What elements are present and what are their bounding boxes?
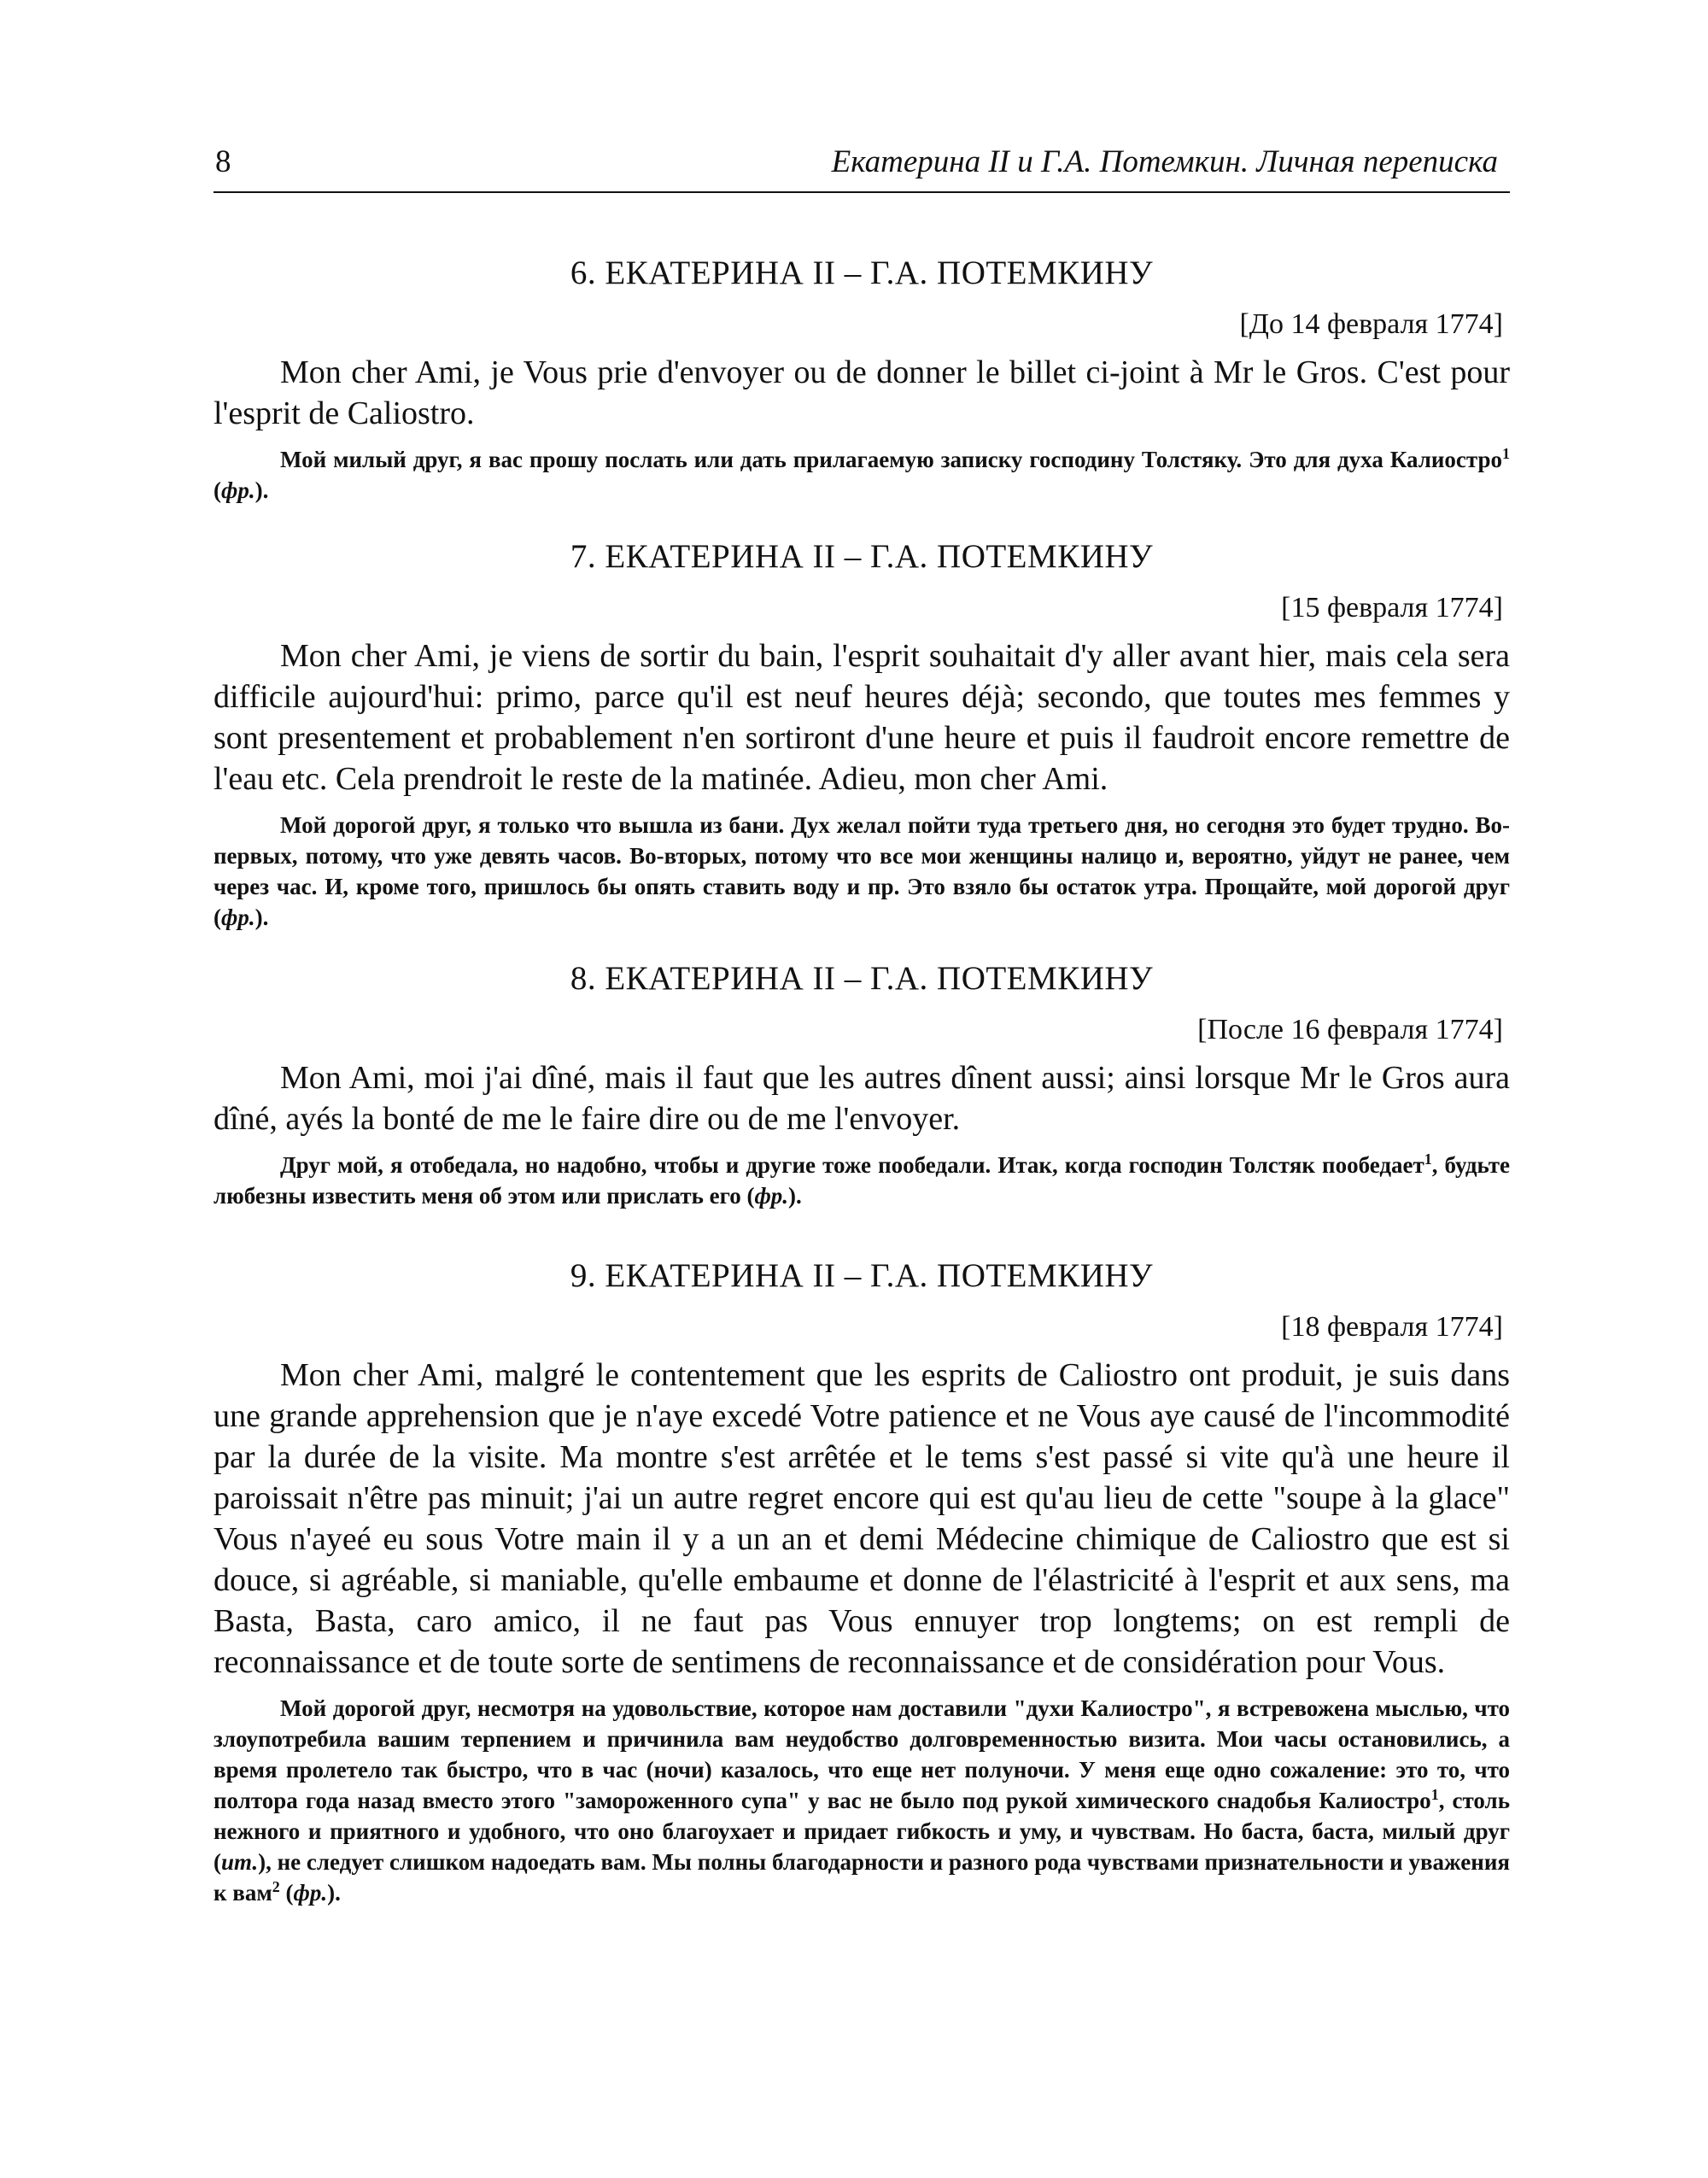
letter-date: [15 февраля 1774]	[1281, 592, 1503, 624]
letter-translation	[214, 1150, 1510, 1211]
letter-title: 6. ЕКАТЕРИНА II – Г.А. ПОТЕМКИНУ	[570, 255, 1154, 291]
letter-date: [18 февраля 1774]	[1281, 1311, 1503, 1343]
translation-text: , столь нежного и приятного и удобного, что оно благоухает и придает гибкость и уму, и чувствам. Но баста, баста, милый друг (	[214, 1788, 1510, 1875]
translation-text: (	[214, 477, 221, 503]
translation-text: ).	[327, 1880, 341, 1906]
language-tag: фр.	[221, 905, 255, 930]
letter-date: [После 16 февраля 1774]	[1197, 1014, 1503, 1045]
running-title: Екатерина II и Г.А. Потемкин. Личная переписка	[831, 144, 1498, 179]
running-header	[214, 137, 1510, 193]
document-page	[214, 137, 1510, 1908]
letter-translation	[214, 444, 1510, 506]
footnote-marker: 1	[1424, 1150, 1432, 1168]
letter-translation	[214, 1693, 1510, 1908]
letter-text-french: Mon cher Ami, malgré le contentement que les esprits de Caliostro ont produit, je suis dans une grande apprehension que je n'aye excedé Votre patience et ne Vous aye causé de l'incommodité par la durée de la visite. Ma montre s'est arrêtée et le tems s'est passé si vite qu'à une heure il paroissait n'être pas minuit; j'ai un autre regret encore qui est qu'au lieu de cette "soupe à la glace" Vous n'ayeé eu sous Votre main il y a un an et demi Médecine chimique de Caliostro que est si douce, si agréable, si maniable, qu'elle embaume et donne de l'élastricité à l'esprit et aux sens, ma Basta, Basta, caro amico, il ne faut pas Vous ennuyer trop longtems; on est rempli de reconnaissance et de toute sorte de sentimens de reconnaissance et de considération pour Vous.	[214, 1357, 1510, 1680]
translation-text: Мой милый друг, я вас прошу послать или дать прилагаемую записку господину Толстяку. Это для духа Калиостро	[280, 447, 1502, 472]
letter-date: [До 14 февраля 1774]	[1239, 308, 1503, 340]
letter-9	[214, 1256, 1510, 1908]
footnote-marker: 2	[272, 1878, 280, 1895]
translation-text: Мой дорогой друг, я только что вышла из бани. Дух желал пойти туда третьего дня, но сегодня это будет трудно. Во-первых, потому, что уже девять часов. Во-вторых, потому что все мои женщины налицо и, вероятно, уйдут не ранее, чем через час. И, кроме того, пришлось бы опять ставить воду и пр. Это взяло бы остаток утра. Прощайте, мой дорогой друг (	[214, 812, 1510, 930]
translation-text: Мой дорогой друг, несмотря на удовольствие, которое нам доставили "духи Калиостро", я встревожена мыслью, что злоупотребила вашим терпением и причинила вам неудобство долговременностью визита. Мои часы остановились, а время пролетело так быстро, что в час (ночи) казалось, что еще нет полуночи. У меня еще одно сожаление: это то, что полтора года назад вместо этого "замороженного супа" у вас не было под рукой химического снадобья Калиостро	[214, 1695, 1510, 1813]
page-number: 8	[215, 144, 231, 179]
language-tag: фр.	[221, 477, 255, 503]
letter-text-french: Mon Ami, moi j'ai dîné, mais il faut que les autres dînent aussi; ainsi lorsque Mr le Gros aura dîné, ayés la bonté de me le faire dire ou de me l'envoyer.	[214, 1060, 1510, 1137]
letter-translation	[214, 810, 1510, 933]
letter-title: 7. ЕКАТЕРИНА II – Г.А. ПОТЕМКИНУ	[570, 538, 1154, 575]
footnote-marker: 1	[1502, 445, 1510, 462]
letter-6	[214, 253, 1510, 506]
translation-text: ), не следует слишком надоедать вам. Мы полны благодарности и разного рода чувствами признательности и уважения к вам	[214, 1849, 1510, 1906]
letter-title: 9. ЕКАТЕРИНА II – Г.А. ПОТЕМКИНУ	[570, 1257, 1154, 1294]
letter-8	[214, 958, 1510, 1211]
letter-title: 8. ЕКАТЕРИНА II – Г.А. ПОТЕМКИНУ	[570, 960, 1154, 997]
translation-text: ).	[254, 905, 269, 930]
language-tag: фр.	[293, 1880, 328, 1906]
footnote-marker: 1	[1430, 1786, 1439, 1803]
letter-7	[214, 536, 1510, 933]
translation-text: (	[279, 1880, 294, 1906]
translation-text: Друг мой, я отобедала, но надобно, чтобы и другие тоже пообедали. Итак, когда господин Толстяк пообедает	[280, 1152, 1424, 1178]
language-tag: фр.	[754, 1183, 789, 1209]
translation-text: , будьте любезны известить меня об этом или прислать его (	[214, 1152, 1510, 1209]
language-tag: ит.	[221, 1849, 259, 1875]
letter-text-french: Mon cher Ami, je Vous prie d'envoyer ou de donner le billet ci-joint à Mr le Gros. C'est pour l'esprit de Caliostro.	[214, 354, 1510, 431]
letter-text-french: Mon cher Ami, je viens de sortir du bain, l'esprit souhaitait d'y aller avant hier, mais cela sera difficile aujourd'hui: primo, parce qu'il est neuf heures déjà; secondo, que toutes mes femmes y sont presentement et probablement n'en sortiront d'une heure et puis il faudroit encore remettre de l'eau etc. Cela prendroit le reste de la matinée. Adieu, mon cher Ami.	[214, 638, 1510, 797]
translation-text: ).	[788, 1183, 802, 1209]
translation-text: ).	[254, 477, 269, 503]
